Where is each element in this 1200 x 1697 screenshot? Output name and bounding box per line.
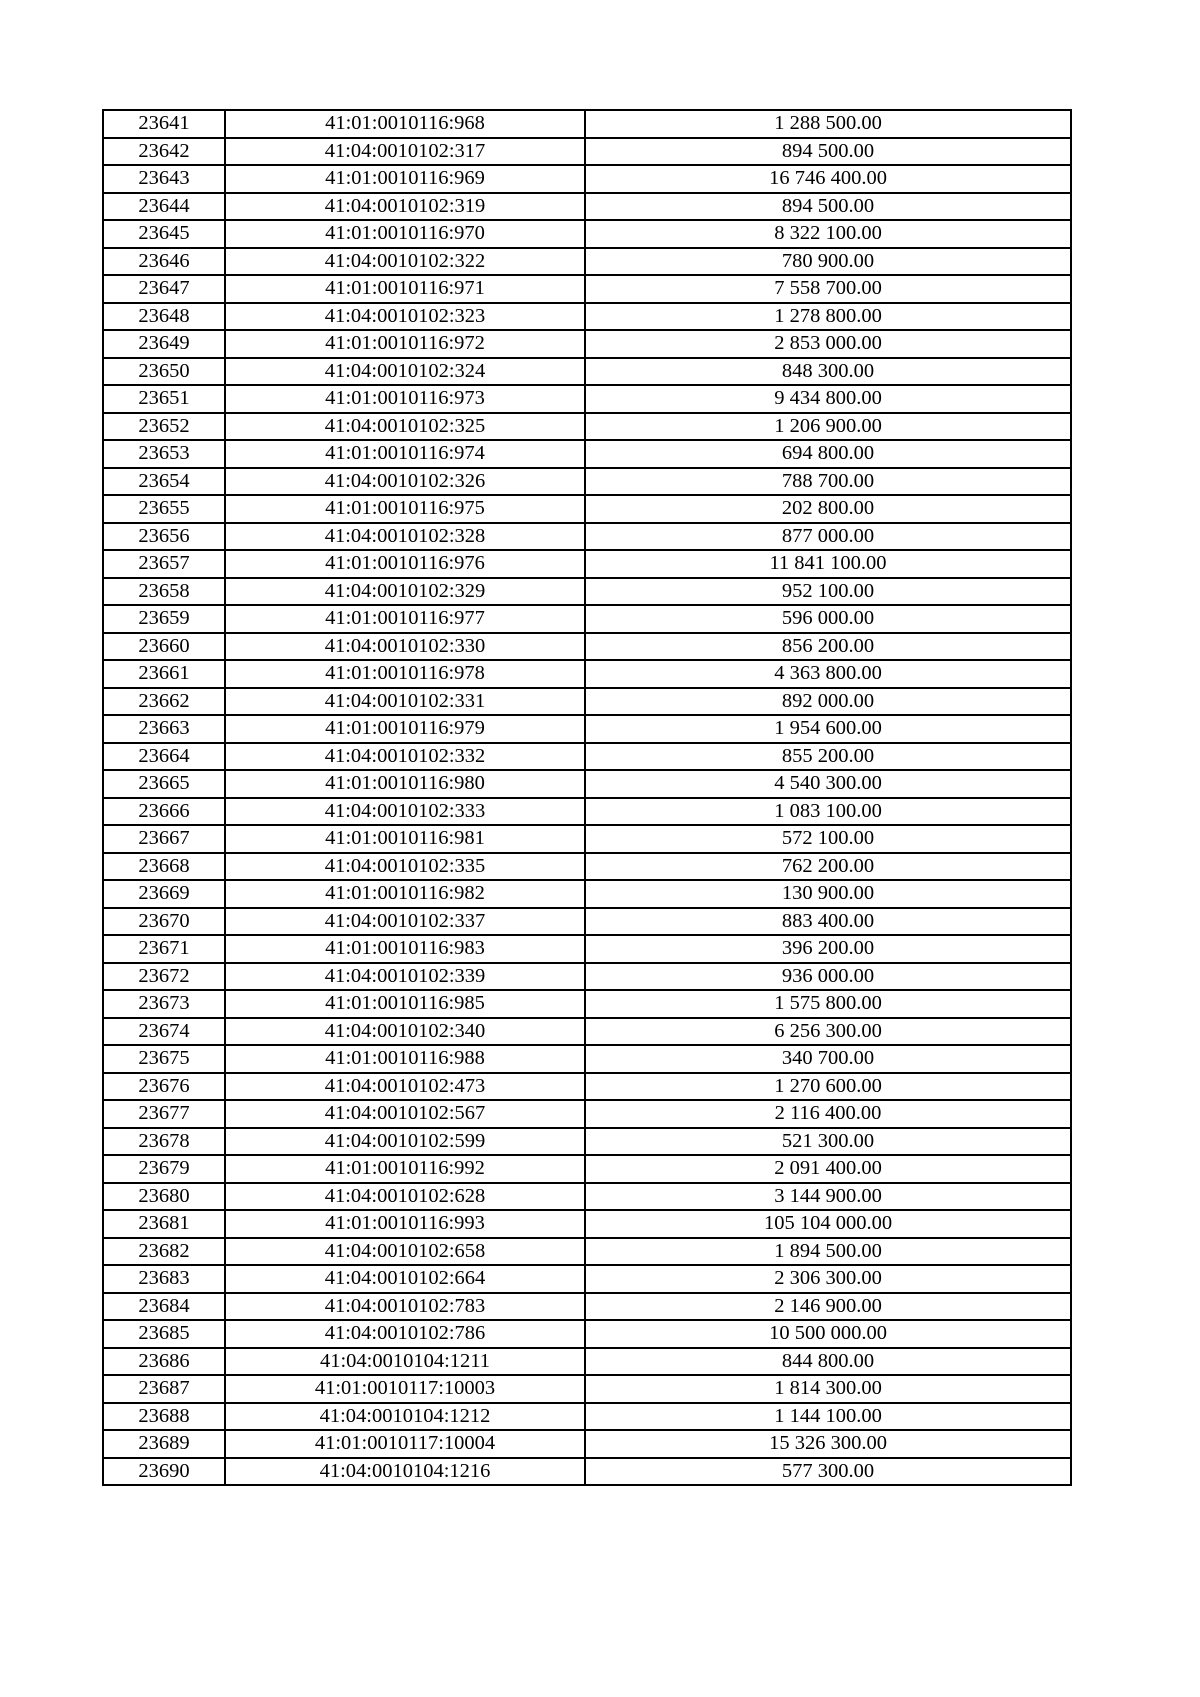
cadastral-number-cell: 41:04:0010102:329	[225, 578, 585, 606]
cadastral-number-cell: 41:01:0010116:969	[225, 165, 585, 193]
cadastral-number-cell: 41:04:0010104:1211	[225, 1348, 585, 1376]
row-number-cell: 23652	[103, 413, 225, 441]
cadastral-number-cell: 41:04:0010102:628	[225, 1183, 585, 1211]
value-cell: 848 300.00	[585, 358, 1071, 386]
value-cell: 952 100.00	[585, 578, 1071, 606]
row-number-cell: 23669	[103, 880, 225, 908]
table-row	[103, 715, 1071, 743]
cadastral-number-cell: 41:01:0010116:988	[225, 1045, 585, 1073]
value-cell: 16 746 400.00	[585, 165, 1071, 193]
row-number-cell: 23642	[103, 138, 225, 166]
value-cell: 1 270 600.00	[585, 1073, 1071, 1101]
table-row	[103, 110, 1071, 138]
row-number-cell: 23690	[103, 1458, 225, 1486]
cadastral-number-cell: 41:04:0010102:328	[225, 523, 585, 551]
value-cell: 855 200.00	[585, 743, 1071, 771]
table-row	[103, 578, 1071, 606]
value-cell: 130 900.00	[585, 880, 1071, 908]
cadastral-number-cell: 41:01:0010116:970	[225, 220, 585, 248]
cadastral-number-cell: 41:04:0010102:333	[225, 798, 585, 826]
cadastral-number-cell: 41:01:0010116:980	[225, 770, 585, 798]
value-cell: 694 800.00	[585, 440, 1071, 468]
row-number-cell: 23647	[103, 275, 225, 303]
value-cell: 844 800.00	[585, 1348, 1071, 1376]
cadastral-number-cell: 41:04:0010102:324	[225, 358, 585, 386]
table-row	[103, 495, 1071, 523]
row-number-cell: 23679	[103, 1155, 225, 1183]
value-cell: 11 841 100.00	[585, 550, 1071, 578]
row-number-cell: 23688	[103, 1403, 225, 1431]
cadastral-number-cell: 41:04:0010102:783	[225, 1293, 585, 1321]
value-cell: 892 000.00	[585, 688, 1071, 716]
cadastral-number-cell: 41:01:0010116:981	[225, 825, 585, 853]
value-cell: 396 200.00	[585, 935, 1071, 963]
value-cell: 1 278 800.00	[585, 303, 1071, 331]
value-cell: 856 200.00	[585, 633, 1071, 661]
row-number-cell: 23654	[103, 468, 225, 496]
value-cell: 10 500 000.00	[585, 1320, 1071, 1348]
row-number-cell: 23665	[103, 770, 225, 798]
row-number-cell: 23672	[103, 963, 225, 991]
row-number-cell: 23678	[103, 1128, 225, 1156]
value-cell: 2 116 400.00	[585, 1100, 1071, 1128]
value-cell: 4 540 300.00	[585, 770, 1071, 798]
value-cell: 6 256 300.00	[585, 1018, 1071, 1046]
value-cell: 877 000.00	[585, 523, 1071, 551]
row-number-cell: 23671	[103, 935, 225, 963]
value-cell: 788 700.00	[585, 468, 1071, 496]
row-number-cell: 23655	[103, 495, 225, 523]
row-number-cell: 23661	[103, 660, 225, 688]
value-cell: 2 306 300.00	[585, 1265, 1071, 1293]
row-number-cell: 23666	[103, 798, 225, 826]
cadastral-number-cell: 41:04:0010104:1212	[225, 1403, 585, 1431]
row-number-cell: 23673	[103, 990, 225, 1018]
cadastral-number-cell: 41:01:0010116:971	[225, 275, 585, 303]
table-row	[103, 1018, 1071, 1046]
table-row	[103, 138, 1071, 166]
cadastral-number-cell: 41:01:0010116:983	[225, 935, 585, 963]
cadastral-number-cell: 41:04:0010102:786	[225, 1320, 585, 1348]
cadastral-number-cell: 41:04:0010102:567	[225, 1100, 585, 1128]
value-cell: 4 363 800.00	[585, 660, 1071, 688]
cadastral-number-cell: 41:04:0010102:317	[225, 138, 585, 166]
row-number-cell: 23649	[103, 330, 225, 358]
cadastral-number-cell: 41:04:0010102:326	[225, 468, 585, 496]
value-cell: 894 500.00	[585, 138, 1071, 166]
row-number-cell: 23681	[103, 1210, 225, 1238]
row-number-cell: 23680	[103, 1183, 225, 1211]
value-cell: 1 288 500.00	[585, 110, 1071, 138]
row-number-cell: 23687	[103, 1375, 225, 1403]
table-row	[103, 220, 1071, 248]
cadastral-number-cell: 41:04:0010102:335	[225, 853, 585, 881]
cadastral-number-cell: 41:01:0010116:974	[225, 440, 585, 468]
row-number-cell: 23685	[103, 1320, 225, 1348]
row-number-cell: 23657	[103, 550, 225, 578]
row-number-cell: 23648	[103, 303, 225, 331]
cadastral-number-cell: 41:01:0010116:993	[225, 1210, 585, 1238]
row-number-cell: 23651	[103, 385, 225, 413]
value-cell: 1 083 100.00	[585, 798, 1071, 826]
value-cell: 577 300.00	[585, 1458, 1071, 1486]
value-cell: 1 206 900.00	[585, 413, 1071, 441]
value-cell: 780 900.00	[585, 248, 1071, 276]
table-row	[103, 1073, 1071, 1101]
cadastral-number-cell: 41:04:0010102:331	[225, 688, 585, 716]
table-row	[103, 275, 1071, 303]
cadastral-number-cell: 41:01:0010116:982	[225, 880, 585, 908]
table-row	[103, 193, 1071, 221]
cadastral-number-cell: 41:04:0010102:323	[225, 303, 585, 331]
row-number-cell: 23686	[103, 1348, 225, 1376]
value-cell: 1 144 100.00	[585, 1403, 1071, 1431]
table-row	[103, 880, 1071, 908]
cadastral-number-cell: 41:04:0010102:658	[225, 1238, 585, 1266]
value-cell: 572 100.00	[585, 825, 1071, 853]
cadastral-number-cell: 41:04:0010102:473	[225, 1073, 585, 1101]
row-number-cell: 23658	[103, 578, 225, 606]
row-number-cell: 23660	[103, 633, 225, 661]
value-cell: 1 894 500.00	[585, 1238, 1071, 1266]
table-row	[103, 743, 1071, 771]
table-row	[103, 468, 1071, 496]
table-row	[103, 523, 1071, 551]
table-row	[103, 1265, 1071, 1293]
cadastral-number-cell: 41:04:0010102:319	[225, 193, 585, 221]
table-row	[103, 1348, 1071, 1376]
row-number-cell: 23662	[103, 688, 225, 716]
row-number-cell: 23674	[103, 1018, 225, 1046]
table-row	[103, 248, 1071, 276]
value-cell: 1 575 800.00	[585, 990, 1071, 1018]
value-cell: 15 326 300.00	[585, 1430, 1071, 1458]
value-cell: 2 146 900.00	[585, 1293, 1071, 1321]
table-row	[103, 385, 1071, 413]
value-cell: 2 853 000.00	[585, 330, 1071, 358]
table-row	[103, 1375, 1071, 1403]
row-number-cell: 23677	[103, 1100, 225, 1128]
table-row	[103, 990, 1071, 1018]
row-number-cell: 23682	[103, 1238, 225, 1266]
row-number-cell: 23656	[103, 523, 225, 551]
value-cell: 936 000.00	[585, 963, 1071, 991]
value-cell: 1 814 300.00	[585, 1375, 1071, 1403]
cadastral-value-table	[102, 109, 1072, 1486]
table-row	[103, 550, 1071, 578]
row-number-cell: 23653	[103, 440, 225, 468]
value-cell: 1 954 600.00	[585, 715, 1071, 743]
cadastral-number-cell: 41:04:0010102:664	[225, 1265, 585, 1293]
table-row	[103, 1403, 1071, 1431]
cadastral-number-cell: 41:01:0010116:973	[225, 385, 585, 413]
table-row	[103, 853, 1071, 881]
table-row	[103, 825, 1071, 853]
cadastral-number-cell: 41:01:0010117:10003	[225, 1375, 585, 1403]
table-row	[103, 770, 1071, 798]
row-number-cell: 23683	[103, 1265, 225, 1293]
row-number-cell: 23689	[103, 1430, 225, 1458]
cadastral-number-cell: 41:01:0010116:979	[225, 715, 585, 743]
table-row	[103, 688, 1071, 716]
value-cell: 340 700.00	[585, 1045, 1071, 1073]
cadastral-number-cell: 41:04:0010102:339	[225, 963, 585, 991]
cadastral-number-cell: 41:01:0010116:985	[225, 990, 585, 1018]
row-number-cell: 23645	[103, 220, 225, 248]
value-cell: 596 000.00	[585, 605, 1071, 633]
cadastral-number-cell: 41:04:0010102:330	[225, 633, 585, 661]
table-row	[103, 330, 1071, 358]
cadastral-number-cell: 41:04:0010102:337	[225, 908, 585, 936]
table-row	[103, 1210, 1071, 1238]
table-row	[103, 633, 1071, 661]
cadastral-number-cell: 41:01:0010116:992	[225, 1155, 585, 1183]
cadastral-number-cell: 41:04:0010102:322	[225, 248, 585, 276]
row-number-cell: 23643	[103, 165, 225, 193]
table-row	[103, 1293, 1071, 1321]
cadastral-number-cell: 41:04:0010102:599	[225, 1128, 585, 1156]
value-cell: 883 400.00	[585, 908, 1071, 936]
value-cell: 202 800.00	[585, 495, 1071, 523]
value-cell: 894 500.00	[585, 193, 1071, 221]
value-cell: 762 200.00	[585, 853, 1071, 881]
value-cell: 105 104 000.00	[585, 1210, 1071, 1238]
table-row	[103, 1183, 1071, 1211]
cadastral-number-cell: 41:01:0010116:972	[225, 330, 585, 358]
row-number-cell: 23641	[103, 110, 225, 138]
table-row	[103, 605, 1071, 633]
row-number-cell: 23659	[103, 605, 225, 633]
table-row	[103, 440, 1071, 468]
table-row	[103, 303, 1071, 331]
cadastral-number-cell: 41:04:0010102:332	[225, 743, 585, 771]
value-cell: 2 091 400.00	[585, 1155, 1071, 1183]
value-cell: 521 300.00	[585, 1128, 1071, 1156]
cadastral-number-cell: 41:04:0010102:340	[225, 1018, 585, 1046]
table-row	[103, 935, 1071, 963]
value-cell: 9 434 800.00	[585, 385, 1071, 413]
row-number-cell: 23650	[103, 358, 225, 386]
row-number-cell: 23675	[103, 1045, 225, 1073]
row-number-cell: 23663	[103, 715, 225, 743]
table-row	[103, 1320, 1071, 1348]
table-row	[103, 1100, 1071, 1128]
table-row	[103, 1128, 1071, 1156]
table-row	[103, 1045, 1071, 1073]
cadastral-number-cell: 41:01:0010116:978	[225, 660, 585, 688]
cadastral-number-cell: 41:01:0010116:968	[225, 110, 585, 138]
row-number-cell: 23667	[103, 825, 225, 853]
row-number-cell: 23664	[103, 743, 225, 771]
value-cell: 8 322 100.00	[585, 220, 1071, 248]
cadastral-number-cell: 41:04:0010102:325	[225, 413, 585, 441]
row-number-cell: 23668	[103, 853, 225, 881]
cadastral-number-cell: 41:01:0010117:10004	[225, 1430, 585, 1458]
table-row	[103, 1238, 1071, 1266]
row-number-cell: 23676	[103, 1073, 225, 1101]
table-row	[103, 798, 1071, 826]
table-row	[103, 908, 1071, 936]
row-number-cell: 23670	[103, 908, 225, 936]
row-number-cell: 23684	[103, 1293, 225, 1321]
table-row	[103, 1458, 1071, 1486]
value-cell: 7 558 700.00	[585, 275, 1071, 303]
table-row	[103, 963, 1071, 991]
cadastral-number-cell: 41:01:0010116:977	[225, 605, 585, 633]
cadastral-number-cell: 41:01:0010116:976	[225, 550, 585, 578]
table-row	[103, 660, 1071, 688]
table-row	[103, 413, 1071, 441]
row-number-cell: 23646	[103, 248, 225, 276]
cadastral-number-cell: 41:01:0010116:975	[225, 495, 585, 523]
table-body	[103, 110, 1071, 1485]
row-number-cell: 23644	[103, 193, 225, 221]
cadastral-number-cell: 41:04:0010104:1216	[225, 1458, 585, 1486]
table-row	[103, 1155, 1071, 1183]
value-cell: 3 144 900.00	[585, 1183, 1071, 1211]
table-row	[103, 358, 1071, 386]
table-row	[103, 1430, 1071, 1458]
table-row	[103, 165, 1071, 193]
